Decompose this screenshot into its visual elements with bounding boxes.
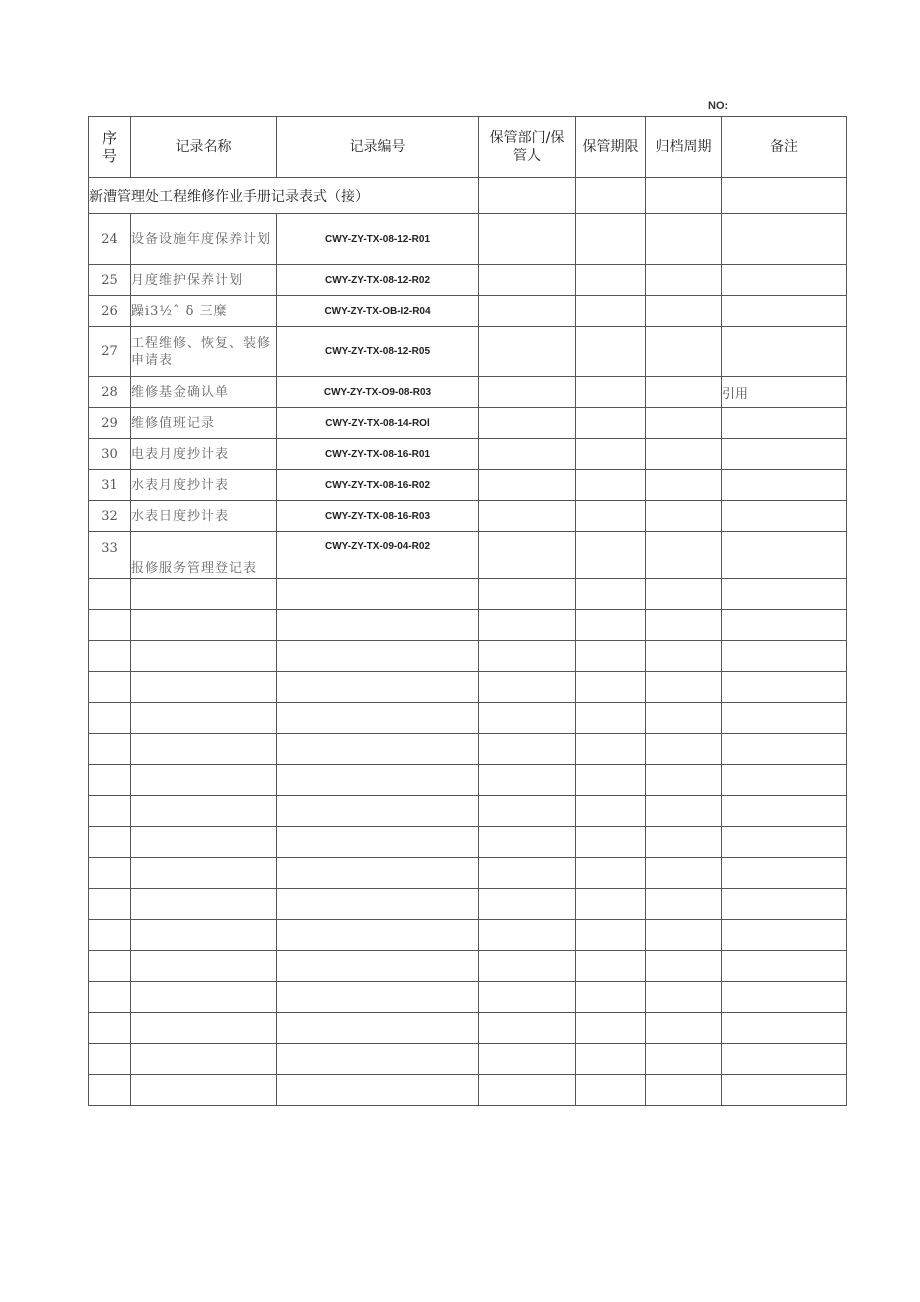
- record-code: CWY-ZY-TX-08-16-R03: [277, 501, 479, 532]
- empty-cell: [646, 734, 722, 765]
- cell: [722, 178, 847, 214]
- empty-cell: [479, 827, 576, 858]
- empty-cell: [277, 1075, 479, 1106]
- empty-cell: [576, 672, 646, 703]
- empty-cell: [722, 1044, 847, 1075]
- empty-cell: [722, 703, 847, 734]
- empty-cell: [646, 1044, 722, 1075]
- empty-cell: [479, 1075, 576, 1106]
- empty-cell: [277, 889, 479, 920]
- empty-cell: [722, 641, 847, 672]
- dept-cell: [479, 214, 576, 265]
- records-table: [88, 116, 847, 1106]
- record-note: [722, 296, 847, 327]
- table-row: [89, 501, 847, 532]
- period-cell: [576, 408, 646, 439]
- empty-cell: [131, 827, 277, 858]
- empty-cell: [89, 672, 131, 703]
- record-name: 报修服务管理登记表: [131, 532, 277, 579]
- record-code: CWY-ZY-TX-O9-08-R03: [277, 377, 479, 408]
- empty-table-row: [89, 641, 847, 672]
- record-note: [722, 532, 847, 579]
- empty-cell: [646, 920, 722, 951]
- empty-cell: [131, 889, 277, 920]
- archive-cell: [646, 327, 722, 377]
- section-row: [89, 178, 847, 214]
- empty-cell: [89, 703, 131, 734]
- cell: [576, 178, 646, 214]
- empty-cell: [646, 641, 722, 672]
- record-number: 30: [89, 439, 131, 470]
- dept-cell: [479, 439, 576, 470]
- period-cell: [576, 470, 646, 501]
- dept-cell: [479, 501, 576, 532]
- archive-cell: [646, 265, 722, 296]
- empty-cell: [89, 1013, 131, 1044]
- empty-cell: [722, 920, 847, 951]
- cell: [646, 178, 722, 214]
- empty-table-row: [89, 1044, 847, 1075]
- empty-cell: [646, 579, 722, 610]
- empty-table-row: [89, 1075, 847, 1106]
- empty-cell: [722, 796, 847, 827]
- empty-cell: [479, 765, 576, 796]
- record-number: 24: [89, 214, 131, 265]
- record-code: CWY-ZY-TX-08-16-R02: [277, 470, 479, 501]
- record-name: 水表月度抄计表: [131, 470, 277, 501]
- empty-cell: [576, 889, 646, 920]
- period-cell: [576, 296, 646, 327]
- empty-cell: [277, 827, 479, 858]
- empty-cell: [576, 1044, 646, 1075]
- empty-table-row: [89, 951, 847, 982]
- archive-cell: [646, 532, 722, 579]
- empty-cell: [89, 1044, 131, 1075]
- empty-cell: [277, 796, 479, 827]
- empty-cell: [646, 1075, 722, 1106]
- record-name: 维修基金确认单: [131, 377, 277, 408]
- period-cell: [576, 501, 646, 532]
- empty-cell: [479, 672, 576, 703]
- empty-cell: [89, 796, 131, 827]
- empty-cell: [646, 1013, 722, 1044]
- empty-cell: [131, 1044, 277, 1075]
- empty-cell: [479, 951, 576, 982]
- record-name: 水表日度抄计表: [131, 501, 277, 532]
- empty-cell: [722, 579, 847, 610]
- col-header-note: 备注: [722, 117, 847, 178]
- empty-table-row: [89, 796, 847, 827]
- empty-table-row: [89, 858, 847, 889]
- dept-cell: [479, 532, 576, 579]
- empty-cell: [479, 579, 576, 610]
- record-code: CWY-ZY-TX-08-14-ROl: [277, 408, 479, 439]
- empty-cell: [89, 765, 131, 796]
- empty-cell: [722, 610, 847, 641]
- empty-cell: [576, 982, 646, 1013]
- empty-cell: [277, 1044, 479, 1075]
- archive-cell: [646, 408, 722, 439]
- record-number: 29: [89, 408, 131, 439]
- empty-cell: [722, 889, 847, 920]
- empty-cell: [722, 1075, 847, 1106]
- record-name: 躁i3½ˆ δ 三糜: [131, 296, 277, 327]
- section-title: 新漕管理处工程维修作业手册记录表式（接）: [89, 178, 479, 214]
- empty-cell: [722, 1013, 847, 1044]
- empty-cell: [646, 765, 722, 796]
- empty-cell: [89, 1075, 131, 1106]
- archive-cell: [646, 470, 722, 501]
- empty-table-row: [89, 982, 847, 1013]
- dept-cell: [479, 265, 576, 296]
- record-code: CWY-ZY-TX-08-12-R05: [277, 327, 479, 377]
- table-row: [89, 532, 847, 579]
- empty-cell: [722, 982, 847, 1013]
- empty-cell: [479, 641, 576, 672]
- empty-cell: [277, 672, 479, 703]
- record-code: CWY-ZY-TX-08-16-R01: [277, 439, 479, 470]
- empty-cell: [131, 858, 277, 889]
- empty-cell: [576, 641, 646, 672]
- empty-cell: [479, 889, 576, 920]
- record-number: 27: [89, 327, 131, 377]
- period-cell: [576, 265, 646, 296]
- empty-cell: [131, 734, 277, 765]
- empty-cell: [576, 796, 646, 827]
- empty-cell: [277, 858, 479, 889]
- record-number: 25: [89, 265, 131, 296]
- archive-cell: [646, 501, 722, 532]
- empty-cell: [131, 982, 277, 1013]
- empty-cell: [479, 703, 576, 734]
- archive-cell: [646, 377, 722, 408]
- period-cell: [576, 327, 646, 377]
- record-name: 维修值班记录: [131, 408, 277, 439]
- empty-table-row: [89, 610, 847, 641]
- empty-table-row: [89, 703, 847, 734]
- empty-cell: [576, 610, 646, 641]
- empty-cell: [576, 1013, 646, 1044]
- empty-cell: [576, 858, 646, 889]
- empty-cell: [479, 982, 576, 1013]
- archive-cell: [646, 296, 722, 327]
- record-note: 引用: [722, 377, 847, 408]
- empty-cell: [89, 641, 131, 672]
- header-row: [89, 117, 847, 178]
- empty-cell: [131, 1075, 277, 1106]
- empty-cell: [646, 982, 722, 1013]
- empty-cell: [131, 796, 277, 827]
- empty-cell: [89, 827, 131, 858]
- empty-cell: [646, 827, 722, 858]
- cell: [479, 178, 576, 214]
- empty-cell: [576, 951, 646, 982]
- empty-cell: [89, 982, 131, 1013]
- empty-cell: [131, 672, 277, 703]
- empty-cell: [722, 951, 847, 982]
- dept-cell: [479, 296, 576, 327]
- col-header-code: 记录编号: [277, 117, 479, 178]
- empty-cell: [646, 796, 722, 827]
- empty-cell: [277, 1013, 479, 1044]
- record-code: CWY-ZY-TX-09-04-R02: [277, 532, 479, 579]
- record-code: CWY-ZY-TX-OB-I2-R04: [277, 296, 479, 327]
- empty-cell: [131, 920, 277, 951]
- empty-cell: [89, 579, 131, 610]
- empty-cell: [576, 734, 646, 765]
- record-name: 电表月度抄计表: [131, 439, 277, 470]
- period-cell: [576, 214, 646, 265]
- empty-cell: [277, 579, 479, 610]
- empty-table-row: [89, 889, 847, 920]
- empty-cell: [646, 672, 722, 703]
- empty-table-row: [89, 765, 847, 796]
- empty-cell: [479, 1044, 576, 1075]
- empty-cell: [131, 765, 277, 796]
- empty-cell: [131, 1013, 277, 1044]
- empty-cell: [722, 858, 847, 889]
- empty-table-row: [89, 827, 847, 858]
- empty-cell: [277, 641, 479, 672]
- empty-cell: [277, 734, 479, 765]
- empty-cell: [646, 951, 722, 982]
- document-number-label: NO:: [708, 100, 729, 112]
- empty-cell: [89, 920, 131, 951]
- empty-cell: [131, 951, 277, 982]
- empty-cell: [277, 703, 479, 734]
- empty-cell: [277, 920, 479, 951]
- empty-cell: [722, 734, 847, 765]
- empty-cell: [479, 796, 576, 827]
- empty-table-row: [89, 1013, 847, 1044]
- table-row: [89, 296, 847, 327]
- record-note: [722, 408, 847, 439]
- record-number: 26: [89, 296, 131, 327]
- table-row: [89, 327, 847, 377]
- period-cell: [576, 377, 646, 408]
- empty-cell: [646, 610, 722, 641]
- empty-cell: [131, 703, 277, 734]
- record-note: [722, 214, 847, 265]
- empty-cell: [131, 579, 277, 610]
- col-header-dept: 保管部门/保 管人: [479, 117, 576, 178]
- empty-cell: [576, 1075, 646, 1106]
- table-row: [89, 439, 847, 470]
- empty-cell: [646, 703, 722, 734]
- record-number: 28: [89, 377, 131, 408]
- empty-cell: [479, 610, 576, 641]
- dept-cell: [479, 377, 576, 408]
- empty-cell: [277, 765, 479, 796]
- table-row: [89, 265, 847, 296]
- empty-table-row: [89, 734, 847, 765]
- period-cell: [576, 532, 646, 579]
- record-code: CWY-ZY-TX-08-12-R01: [277, 214, 479, 265]
- record-note: [722, 439, 847, 470]
- empty-cell: [89, 734, 131, 765]
- empty-cell: [722, 672, 847, 703]
- archive-cell: [646, 214, 722, 265]
- dept-cell: [479, 408, 576, 439]
- empty-table-row: [89, 672, 847, 703]
- empty-cell: [576, 765, 646, 796]
- col-header-archive: 归档周期: [646, 117, 722, 178]
- col-header-name: 记录名称: [131, 117, 277, 178]
- empty-table-row: [89, 920, 847, 951]
- record-note: [722, 265, 847, 296]
- record-code: CWY-ZY-TX-08-12-R02: [277, 265, 479, 296]
- empty-cell: [479, 1013, 576, 1044]
- table-row: [89, 214, 847, 265]
- col-header-seq: 序 号: [89, 117, 131, 178]
- record-name: 设备设施年度保养计划: [131, 214, 277, 265]
- empty-cell: [576, 827, 646, 858]
- table-row: [89, 377, 847, 408]
- record-name: 工程维修、恢复、装修申请表: [131, 327, 277, 377]
- record-number: 33: [89, 532, 131, 579]
- empty-cell: [277, 982, 479, 1013]
- empty-cell: [479, 858, 576, 889]
- empty-cell: [479, 734, 576, 765]
- record-note: [722, 327, 847, 377]
- empty-table-row: [89, 579, 847, 610]
- dept-cell: [479, 327, 576, 377]
- empty-cell: [646, 889, 722, 920]
- period-cell: [576, 439, 646, 470]
- empty-cell: [89, 889, 131, 920]
- empty-cell: [277, 610, 479, 641]
- col-header-period: 保管期限: [576, 117, 646, 178]
- record-note: [722, 470, 847, 501]
- record-name: 月度维护保养计划: [131, 265, 277, 296]
- empty-cell: [89, 610, 131, 641]
- record-number: 31: [89, 470, 131, 501]
- empty-rows: [89, 579, 847, 1106]
- empty-cell: [89, 858, 131, 889]
- empty-cell: [646, 858, 722, 889]
- table-row: [89, 470, 847, 501]
- empty-cell: [576, 579, 646, 610]
- archive-cell: [646, 439, 722, 470]
- record-number: 32: [89, 501, 131, 532]
- empty-cell: [131, 610, 277, 641]
- empty-cell: [89, 951, 131, 982]
- empty-cell: [479, 920, 576, 951]
- dept-cell: [479, 470, 576, 501]
- empty-cell: [722, 765, 847, 796]
- table-row: [89, 408, 847, 439]
- record-note: [722, 501, 847, 532]
- empty-cell: [576, 920, 646, 951]
- data-rows: [89, 214, 847, 579]
- empty-cell: [722, 827, 847, 858]
- empty-cell: [131, 641, 277, 672]
- empty-cell: [277, 951, 479, 982]
- empty-cell: [576, 703, 646, 734]
